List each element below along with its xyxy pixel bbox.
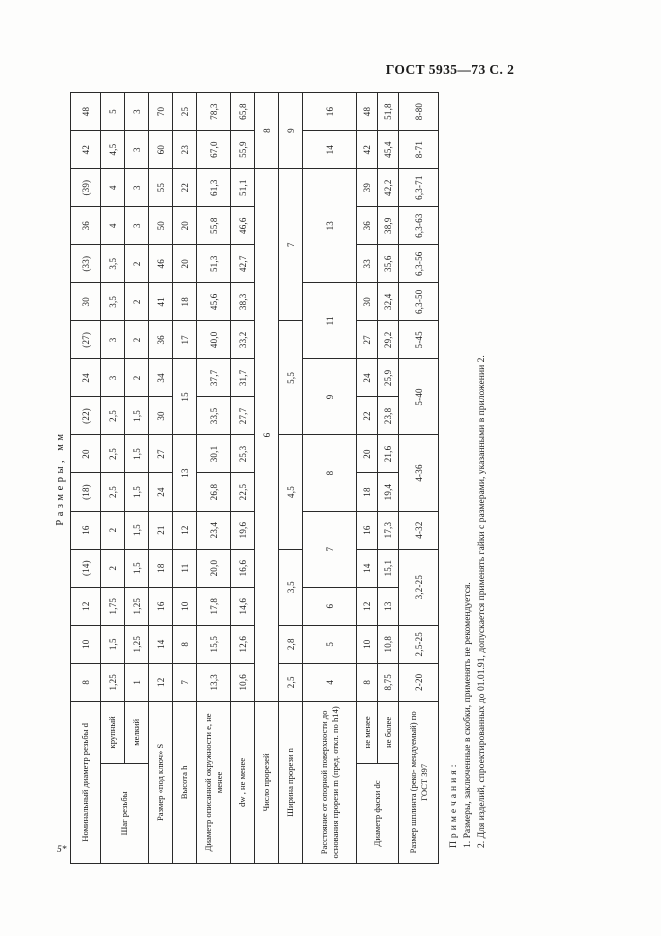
table-cell: 25 xyxy=(173,93,197,131)
table-cell: (39) xyxy=(71,169,101,207)
table-cell: 34 xyxy=(149,359,173,397)
table-cell: 15 xyxy=(173,359,197,435)
row-pitch-coarse xyxy=(101,93,125,864)
table-cell: 40,0 xyxy=(197,321,231,359)
table-cell: 36 xyxy=(71,207,101,245)
table-cell: 4,5 xyxy=(101,131,125,169)
table-cell: 8-71 xyxy=(399,131,439,169)
table-cell: 33 xyxy=(357,245,378,283)
row-cotter-pin xyxy=(399,93,439,864)
row-slot-count xyxy=(255,93,279,864)
table-cell: 1,75 xyxy=(101,587,125,625)
table-cell: 2 xyxy=(125,245,149,283)
table-cell: 29,2 xyxy=(378,321,399,359)
table-cell: 23,4 xyxy=(197,511,231,549)
table-cell: 2 xyxy=(125,321,149,359)
table-cell: 46 xyxy=(149,245,173,283)
table-cell: (27) xyxy=(71,321,101,359)
notes-block xyxy=(447,92,489,860)
table-cell: 11 xyxy=(303,283,357,359)
table-cell: 5-45 xyxy=(399,321,439,359)
table-cell: 14,6 xyxy=(231,587,255,625)
row-slot-base-distance xyxy=(303,93,357,864)
table-cell: 4-36 xyxy=(399,435,439,511)
table-cell: 7 xyxy=(279,169,303,321)
table-cell: 6,3-63 xyxy=(399,207,439,245)
table-cell: 8-80 xyxy=(399,93,439,131)
table-cell: 4,5 xyxy=(279,435,303,549)
table-cell: 2,5 xyxy=(101,473,125,511)
table-cell: 25,9 xyxy=(378,359,399,397)
table-cell: 1,25 xyxy=(125,587,149,625)
table-cell: 1,5 xyxy=(101,625,125,663)
table-cell: 42 xyxy=(357,131,378,169)
table-cell: 30 xyxy=(149,397,173,435)
table-cell: 3 xyxy=(125,131,149,169)
table-cell: 2 xyxy=(101,549,125,587)
table-cell: 12 xyxy=(357,587,378,625)
table-cell: 1,5 xyxy=(125,549,149,587)
row-chamfer-min xyxy=(357,93,378,864)
page-header: ГОСТ 5935—73 С. 2 xyxy=(385,62,515,77)
table-cell: 13 xyxy=(378,587,399,625)
table-cell: 48 xyxy=(357,93,378,131)
table-cell: 17,8 xyxy=(197,587,231,625)
table-cell: 15,5 xyxy=(197,625,231,663)
table-cell: 2 xyxy=(125,283,149,321)
table-cell: 41 xyxy=(149,283,173,321)
row-label-e: Диаметр описанной окружности e, не менее xyxy=(197,701,231,863)
row-circumscribed-diameter xyxy=(197,93,231,864)
table-cell: 4 xyxy=(101,169,125,207)
table-cell: 17 xyxy=(173,321,197,359)
table-cell: 33,5 xyxy=(197,397,231,435)
table-cell: 2,5 xyxy=(279,663,303,701)
table-cell: 3 xyxy=(125,169,149,207)
table-cell: 1,25 xyxy=(125,625,149,663)
row-label-h: Высота h xyxy=(173,701,197,863)
table-cell: 2 xyxy=(125,359,149,397)
table-cell: 45,6 xyxy=(197,283,231,321)
table-cell: 20 xyxy=(173,245,197,283)
table-title: Размеры, мм xyxy=(55,430,66,526)
table-cell: 65,8 xyxy=(231,93,255,131)
table-cell: 1,5 xyxy=(125,511,149,549)
table-cell: 6,3-71 xyxy=(399,169,439,207)
table-cell: 13,3 xyxy=(197,663,231,701)
table-cell: 35,6 xyxy=(378,245,399,283)
table-cell: 23 xyxy=(173,131,197,169)
rotated-landscape-content xyxy=(55,82,560,866)
table-cell: 31,7 xyxy=(231,359,255,397)
table-cell: 7 xyxy=(173,663,197,701)
row-label-slots: Число прорезей xyxy=(255,701,279,863)
table-cell: 12 xyxy=(173,511,197,549)
table-cell: 2-20 xyxy=(399,663,439,701)
table-cell: (22) xyxy=(71,397,101,435)
table-cell: 10,6 xyxy=(231,663,255,701)
table-cell: 12,6 xyxy=(231,625,255,663)
table-cell: 32,4 xyxy=(378,283,399,321)
table-cell: 5,5 xyxy=(279,321,303,435)
table-cell: 4-32 xyxy=(399,511,439,549)
table-cell: 2,5-25 xyxy=(399,625,439,663)
table-cell: 5-40 xyxy=(399,359,439,435)
table-cell: 3,2-25 xyxy=(399,549,439,625)
table-cell: 15,1 xyxy=(378,549,399,587)
table-cell: 2 xyxy=(101,511,125,549)
table-cell: 20 xyxy=(71,435,101,473)
table-cell: 24 xyxy=(71,359,101,397)
table-cell: 5 xyxy=(303,625,357,663)
table-cell: 9 xyxy=(303,359,357,435)
table-cell: 51,3 xyxy=(197,245,231,283)
table-cell: 1 xyxy=(125,663,149,701)
table-cell: 8 xyxy=(71,663,101,701)
table-cell: 48 xyxy=(71,93,101,131)
row-wrench-size xyxy=(149,93,173,864)
table-cell: 1,5 xyxy=(125,435,149,473)
table-cell: 27,7 xyxy=(231,397,255,435)
row-label-d: Номинальный диаметр резьбы d xyxy=(71,701,101,863)
table-cell: (18) xyxy=(71,473,101,511)
table-cell: 8,75 xyxy=(378,663,399,701)
table-cell: 2,8 xyxy=(279,625,303,663)
row-chamfer-max xyxy=(378,93,399,864)
table-cell: 12 xyxy=(149,663,173,701)
row-label-dw: dw , не менее xyxy=(231,701,255,863)
table-cell: 8 xyxy=(303,435,357,511)
table-cell: 6 xyxy=(303,587,357,625)
table-cell: 36 xyxy=(149,321,173,359)
table-cell: 36 xyxy=(357,207,378,245)
table-cell: 14 xyxy=(149,625,173,663)
row-slot-width xyxy=(279,93,303,864)
table-cell: 55 xyxy=(149,169,173,207)
table-cell: 16 xyxy=(303,93,357,131)
table-cell: 21 xyxy=(149,511,173,549)
table-cell: 20 xyxy=(173,207,197,245)
row-label-pitch-coarse: крупный xyxy=(101,701,125,763)
table-cell: 26,8 xyxy=(197,473,231,511)
table-cell: (33) xyxy=(71,245,101,283)
table-cell: 3,5 xyxy=(279,549,303,625)
table-cell: 18 xyxy=(357,473,378,511)
table-cell: 16 xyxy=(149,587,173,625)
table-cell: 78,3 xyxy=(197,93,231,131)
table-cell: 22,5 xyxy=(231,473,255,511)
table-cell: 3 xyxy=(125,93,149,131)
table-cell: 18 xyxy=(149,549,173,587)
table-cell: 5 xyxy=(101,93,125,131)
table-cell: 10 xyxy=(71,625,101,663)
table-cell: 6,3-50 xyxy=(399,283,439,321)
table-cell: 30,1 xyxy=(197,435,231,473)
table-cell: 12 xyxy=(71,587,101,625)
table-cell: 21,6 xyxy=(378,435,399,473)
table-cell: 22 xyxy=(173,169,197,207)
table-cell: 45,4 xyxy=(378,131,399,169)
row-label-m: Расстояние от опорной поверхности до основания прорези m (пред. откл. по h14) xyxy=(303,701,357,863)
table-cell: 6,3-56 xyxy=(399,245,439,283)
table-cell: 46,6 xyxy=(231,207,255,245)
table-cell: (14) xyxy=(71,549,101,587)
table-cell: 70 xyxy=(149,93,173,131)
table-cell: 42,7 xyxy=(231,245,255,283)
table-cell: 3 xyxy=(101,321,125,359)
row-height xyxy=(173,93,197,864)
table-cell: 30 xyxy=(71,283,101,321)
table-cell: 3 xyxy=(101,359,125,397)
row-label-chamfer-max: не более xyxy=(378,701,399,763)
table-cell: 20,0 xyxy=(197,549,231,587)
table-cell: 4 xyxy=(101,207,125,245)
table-cell: 14 xyxy=(303,131,357,169)
row-label-cotter: Размер шплинта (реко- мендуемый) по ГОСТ 397 xyxy=(399,701,439,863)
table-cell: 14 xyxy=(357,549,378,587)
table-cell: 8 xyxy=(357,663,378,701)
table-cell: 10 xyxy=(357,625,378,663)
table-cell: 42,2 xyxy=(378,169,399,207)
table-cell: 16 xyxy=(357,511,378,549)
table-cell: 37,7 xyxy=(197,359,231,397)
row-label-slot-width: Ширина прорези n xyxy=(279,701,303,863)
table-cell: 30 xyxy=(357,283,378,321)
table-cell: 6 xyxy=(255,169,279,702)
table-cell: 24 xyxy=(357,359,378,397)
note-item: 2. Для изделий, спроектированных до 01.01.91, допускается применять гайки с размерами, указанными в приложении 2. xyxy=(475,355,487,848)
table-cell: 22 xyxy=(357,397,378,435)
table-cell: 20 xyxy=(357,435,378,473)
table-cell: 38,9 xyxy=(378,207,399,245)
table-cell: 51,1 xyxy=(231,169,255,207)
row-bearing-diameter xyxy=(231,93,255,864)
row-label-chamfer-min: не менее xyxy=(357,701,378,763)
table-cell: 42 xyxy=(71,131,101,169)
table-cell: 11 xyxy=(173,549,197,587)
table-cell: 10,8 xyxy=(378,625,399,663)
table-cell: 67,0 xyxy=(197,131,231,169)
table-cell: 24 xyxy=(149,473,173,511)
table-cell: 13 xyxy=(303,169,357,283)
table-cell: 33,2 xyxy=(231,321,255,359)
dimensions-table xyxy=(70,92,439,864)
table-cell: 61,3 xyxy=(197,169,231,207)
table-cell: 3,5 xyxy=(101,283,125,321)
table-cell: 16,6 xyxy=(231,549,255,587)
table-cell: 39 xyxy=(357,169,378,207)
table-cell: 13 xyxy=(173,435,197,511)
row-group-pitch: Шаг резьбы xyxy=(101,763,149,863)
note-item: 1. Размеры, заключенные в скобки, применять не рекомендуется. xyxy=(461,582,473,848)
table-cell: 19,4 xyxy=(378,473,399,511)
table-cell: 4 xyxy=(303,663,357,701)
table-cell: 55,8 xyxy=(197,207,231,245)
table-cell: 8 xyxy=(255,93,279,169)
table-cell: 19,6 xyxy=(231,511,255,549)
row-group-chamfer: Диаметр фаски dc xyxy=(357,763,399,863)
table-cell: 27 xyxy=(149,435,173,473)
row-pitch-fine xyxy=(125,93,149,864)
notes-heading: Примечания: xyxy=(448,761,459,848)
table-cell: 51,8 xyxy=(378,93,399,131)
table-cell: 25,3 xyxy=(231,435,255,473)
row-label-pitch-fine: мелкий xyxy=(125,701,149,763)
table-cell: 38,3 xyxy=(231,283,255,321)
table-cell: 8 xyxy=(173,625,197,663)
table-cell: 1,5 xyxy=(125,473,149,511)
row-label-s: Размер «под ключ» S xyxy=(149,701,173,863)
table-cell: 1,25 xyxy=(101,663,125,701)
table-cell: 3 xyxy=(125,207,149,245)
table-cell: 10 xyxy=(173,587,197,625)
table-cell: 2,5 xyxy=(101,397,125,435)
table-cell: 2,5 xyxy=(101,435,125,473)
row-nominal-diameter xyxy=(71,93,101,864)
table-cell: 55,9 xyxy=(231,131,255,169)
table-cell: 17,3 xyxy=(378,511,399,549)
table-cell: 3,5 xyxy=(101,245,125,283)
table-cell: 9 xyxy=(279,93,303,169)
table-cell: 50 xyxy=(149,207,173,245)
table-cell: 60 xyxy=(149,131,173,169)
table-cell: 16 xyxy=(71,511,101,549)
table-cell: 23,8 xyxy=(378,397,399,435)
sheet-signature-mark: 5* xyxy=(57,845,67,855)
table-cell: 1,5 xyxy=(125,397,149,435)
table-cell: 18 xyxy=(173,283,197,321)
table-cell: 27 xyxy=(357,321,378,359)
table-cell: 7 xyxy=(303,511,357,587)
